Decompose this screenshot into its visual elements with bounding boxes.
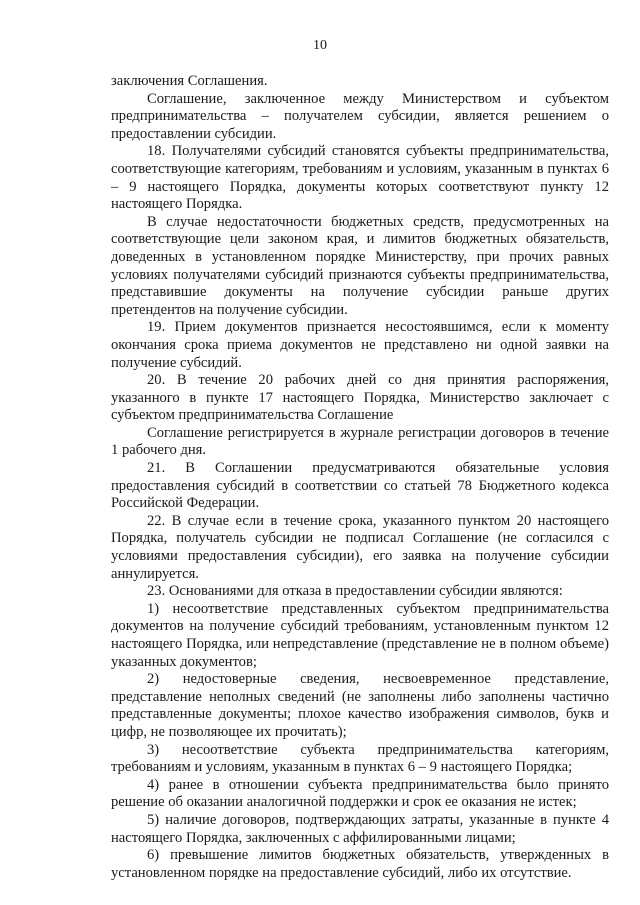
paragraph: 1) несоответствие представленных субъектом предпринимательства документов на получение субсидий требованиям, установленным пунктом 12 настоящего Порядка, или непредставление (представление не в полном объеме) указанных документов; xyxy=(111,600,609,670)
paragraph: заключения Соглашения. xyxy=(111,73,268,89)
paragraph: 19. Прием документов признается несостоявшимся, если к моменту окончания срока приема документов не представлено ни одной заявки на получение субсидий. xyxy=(111,319,609,371)
page-number: 10 xyxy=(313,38,327,53)
paragraph: Соглашение регистрируется в журнале регистрации договоров в течение 1 рабочего дня. xyxy=(111,424,609,459)
paragraph: 6) превышение лимитов бюджетных обязательств, утвержденных в установленном порядке на предоставление субсидий, либо их отсутствие. xyxy=(111,847,609,881)
paragraph: 22. В случае если в течение срока, указанного пунктом 20 настоящего Порядка, получатель субсидии не подписал Соглашение (не согласился с условиями предоставления субсидии), его заявка на получение субсидии аннулируется. xyxy=(111,512,609,582)
paragraph: 20. В течение 20 рабочих дней со дня принятия распоряжения, указанного в пункте 17 настоящего Порядка, Министерство заключает с субъектом предпринимательства Соглашение xyxy=(111,372,609,424)
paragraph: Соглашение, заключенное между Министерством и субъектом предпринимательства – получателем субсидии, является решением о предоставлении субсидии. xyxy=(111,90,609,142)
paragraph: 5) наличие договоров, подтверждающих затраты, указанные в пункте 4 настоящего Порядка, заключенных с аффилированными лицами; xyxy=(111,811,609,846)
paragraph: 23. Основаниями для отказа в предоставлении субсидии являются: xyxy=(147,583,563,600)
paragraph: 4) ранее в отношении субъекта предпринимательства было принято решение об оказании аналогичной поддержки и срок ее оказания не истек; xyxy=(111,776,609,811)
paragraph: 3) несоответствие субъекта предпринимательства категориям, требованиям и условиям, указанным в пунктах 6 – 9 настоящего Порядка; xyxy=(111,741,609,776)
document-body xyxy=(111,73,609,882)
paragraph: 18. Получателями субсидий становятся субъекты предпринимательства, соответствующие категориям, требованиям и условиям, указанным в пунктах 6 – 9 настоящего Порядка, документы которых соответствуют пункту 12 настоящего Порядка. xyxy=(111,143,609,213)
paragraph: В случае недостаточности бюджетных средств, предусмотренных на соответствующие цели законом края, и лимитов бюджетных обязательств, доведенных в установленном порядке Министерству, при прочих равных условиях получателями субсидий признаются субъекты предпринимательства, представившие документы на получение субсидии раньше других претендентов на получение субсидии. xyxy=(111,213,609,318)
paragraph: 21. В Соглашении предусматриваются обязательные условия предоставления субсидий в соответствии со статьей 78 Бюджетного кодекса Российской Федерации. xyxy=(111,460,609,512)
paragraph: 2) недостоверные сведения, несвоевременное представление, представление неполных сведений (не заполнены либо заполнены частично представленные документы; плохое качество изображения символов, букв и цифр, не позволяющее их прочитать); xyxy=(111,671,609,740)
